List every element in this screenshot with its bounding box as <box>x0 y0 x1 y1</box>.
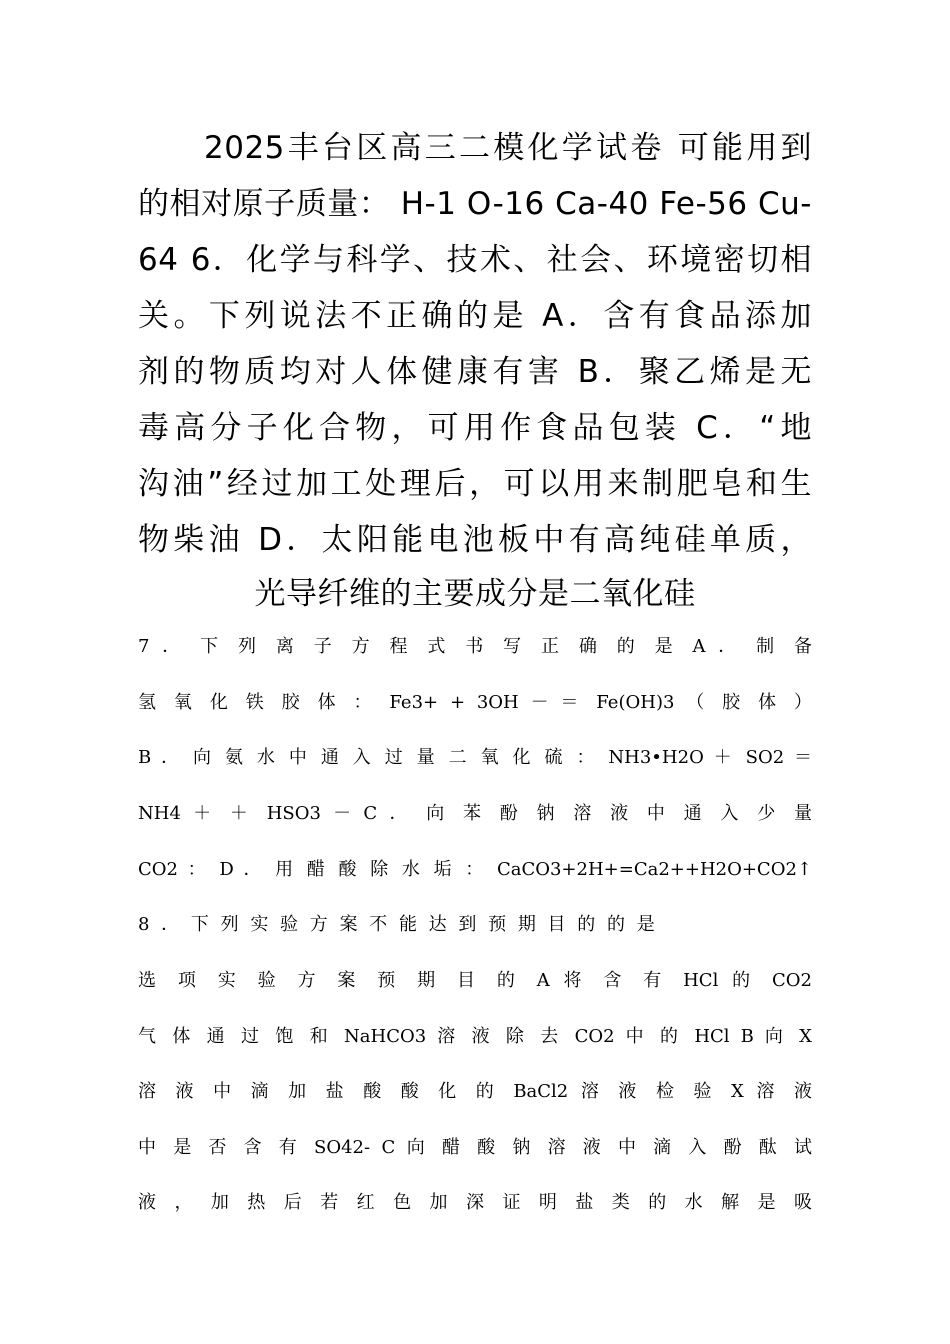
question-line: 氢 氧 化 铁 胶 体 ： Fe3+ + 3OH － ＝ Fe(OH)3 （ 胶 体 ） <box>138 692 812 713</box>
question-line: 选 项 实 验 方 案 预 期 目 的 A 将 含 有 HCl 的 CO2 <box>138 970 812 991</box>
question-line: 溶 液 中 滴 加 盐 酸 酸 化 的 BaCl2 溶 液 检 验 X 溶 液 <box>138 1081 812 1102</box>
title-line: 2025丰台区高三二模化学试卷 可能用到 <box>204 130 812 166</box>
question-line: 气 体 通 过 饱 和 NaHCO3 溶 液 除 去 CO2 中 的 HCl B 向 X <box>138 1026 812 1047</box>
text-line: 的相对原子质量： H-1 O-16 Ca-40 Fe-56 Cu- <box>138 186 812 222</box>
question-line: NH4 ＋ ＋ HSO3 － C ． 向 苯 酚 钠 溶 液 中 通 入 少 量 <box>138 803 812 824</box>
text-line: 毒高分子化合物，可用作食品包装 C．“地 <box>138 410 812 446</box>
question-line: 液 ， 加 热 后 若 红 色 加 深 证 明 盐 类 的 水 解 是 吸 <box>138 1192 812 1213</box>
question-line: 7 ． 下 列 离 子 方 程 式 书 写 正 确 的 是 A ． 制 备 <box>138 636 812 657</box>
question-line: CO2 ： D ． 用 醋 酸 除 水 垢 ： CaCO3+2H+=Ca2++H2O+CO2↑ <box>138 859 812 880</box>
text-line: 物柴油 D．太阳能电池板中有高纯硅单质， <box>138 522 812 558</box>
text-line: 关。下列说法不正确的是 A．含有食品添加 <box>138 298 812 334</box>
text-line: 沟油”经过加工处理后，可以用来制肥皂和生 <box>138 466 812 502</box>
question-line: B ． 向 氨 水 中 通 入 过 量 二 氧 化 硫 ： NH3•H2O ＋ SO2 ＝ <box>138 747 812 768</box>
text-line: 光导纤维的主要成分是二氧化硅 <box>254 576 696 612</box>
text-line: 64 6．化学与科学、技术、社会、环境密切相 <box>138 242 812 278</box>
question-line: 中 是 否 含 有 SO42- C 向 醋 酸 钠 溶 液 中 滴 入 酚 酞 试 <box>138 1137 812 1158</box>
text-line: 剂的物质均对人体健康有害 B．聚乙烯是无 <box>138 354 812 390</box>
question-line: 8 ． 下 列 实 验 方 案 不 能 达 到 预 期 目 的 的 是 <box>138 914 655 935</box>
